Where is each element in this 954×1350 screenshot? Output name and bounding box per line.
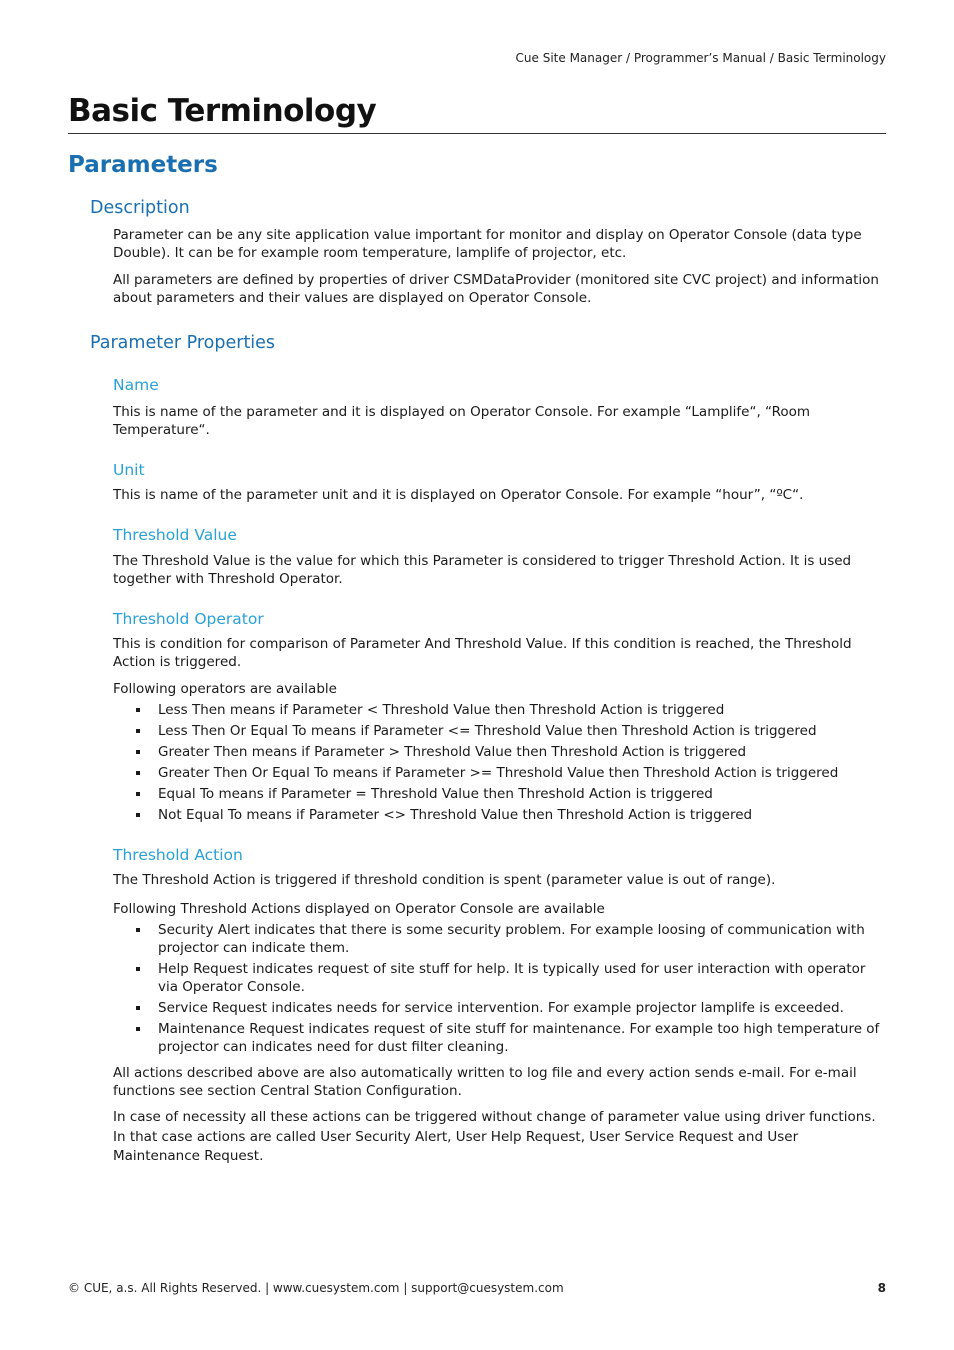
property-threshold-value-text: The Threshold Value is the value for which this Parameter is considered to trigger Threshold Action. It is used together with Threshold Operator.: [113, 553, 852, 587]
property-heading-threshold-action: Threshold Action: [113, 846, 243, 864]
list-item: Security Alert indicates that there is some security problem. For example loosing of communication with projector can indicate them.: [113, 921, 886, 957]
list-item: Service Request indicates needs for service intervention. For example projector lamplife is exceeded.: [113, 999, 886, 1017]
threshold-action-intro: Following Threshold Actions displayed on Operator Console are available: [113, 901, 605, 917]
list-item: Maintenance Request indicates request of site stuff for maintenance. For example too high temperature of projector can indicates need for dust filter cleaning.: [113, 1020, 886, 1056]
running-header-breadcrumb: Cue Site Manager / Programmer’s Manual / Basic Terminology: [515, 51, 886, 65]
list-item: Less Then Or Equal To means if Parameter <= Threshold Value then Threshold Action is triggered: [113, 722, 886, 740]
property-heading-name: Name: [113, 376, 159, 394]
list-item: Less Then means if Parameter < Threshold Value then Threshold Action is triggered: [113, 701, 886, 719]
list-item: Not Equal To means if Parameter <> Threshold Value then Threshold Action is triggered: [113, 806, 886, 824]
property-threshold-operator-text: This is condition for comparison of Parameter And Threshold Value. If this condition is reached, the Threshold Action is triggered.: [113, 636, 852, 670]
list-item: Greater Then means if Parameter > Threshold Value then Threshold Action is triggered: [113, 743, 886, 761]
list-item: Greater Then Or Equal To means if Parameter >= Threshold Value then Threshold Action is triggered: [113, 764, 886, 782]
threshold-action-necessity-paragraph: In case of necessity all these actions can be triggered without change of parameter value using driver functions. In that case actions are called User Security Alert, User Help Request, User Service Request and User Maintenance Request.: [113, 1109, 876, 1164]
property-name-text: This is name of the parameter and it is displayed on Operator Console. For example “Lamplife“, “Room Temperature“.: [113, 404, 811, 438]
section-heading-parameters: Parameters: [68, 152, 218, 178]
property-heading-threshold-operator: Threshold Operator: [113, 610, 264, 628]
threshold-operator-list: [113, 701, 886, 824]
property-threshold-action-text: The Threshold Action is triggered if threshold condition is spent (parameter value is out of range).: [113, 872, 776, 888]
description-paragraph-2: All parameters are defined by properties of driver CSMDataProvider (monitored site CVC project) and information about parameters and their values are displayed on Operator Console.: [113, 272, 879, 306]
threshold-action-log-paragraph: All actions described above are also automatically written to log file and every action sends e-mail. For e-mail functions see section Central Station Configuration.: [113, 1065, 857, 1099]
list-item: Help Request indicates request of site stuff for help. It is typically used for user interaction with operator via Operator Console.: [113, 960, 886, 996]
description-paragraph-1: Parameter can be any site application value important for monitor and display on Operator Console (data type Double). It can be for example room temperature, lamplife of projector, etc.: [113, 227, 862, 261]
property-unit-text: This is name of the parameter unit and it is displayed on Operator Console. For example “hour”, “ºC“.: [113, 487, 804, 503]
list-item: Equal To means if Parameter = Threshold Value then Threshold Action is triggered: [113, 785, 886, 803]
subsection-heading-description: Description: [90, 198, 190, 218]
threshold-action-list: [113, 921, 886, 1056]
subsection-heading-parameter-properties: Parameter Properties: [90, 333, 276, 353]
footer-copyright: © CUE, a.s. All Rights Reserved. | www.cuesystem.com | support@cuesystem.com: [68, 1281, 564, 1295]
property-heading-unit: Unit: [113, 461, 145, 479]
threshold-operator-intro: Following operators are available: [113, 681, 337, 697]
property-heading-threshold-value: Threshold Value: [113, 526, 237, 544]
footer-page-number: 8: [877, 1281, 886, 1295]
page-content: [68, 90, 886, 1167]
page-title: Basic Terminology: [68, 90, 886, 134]
